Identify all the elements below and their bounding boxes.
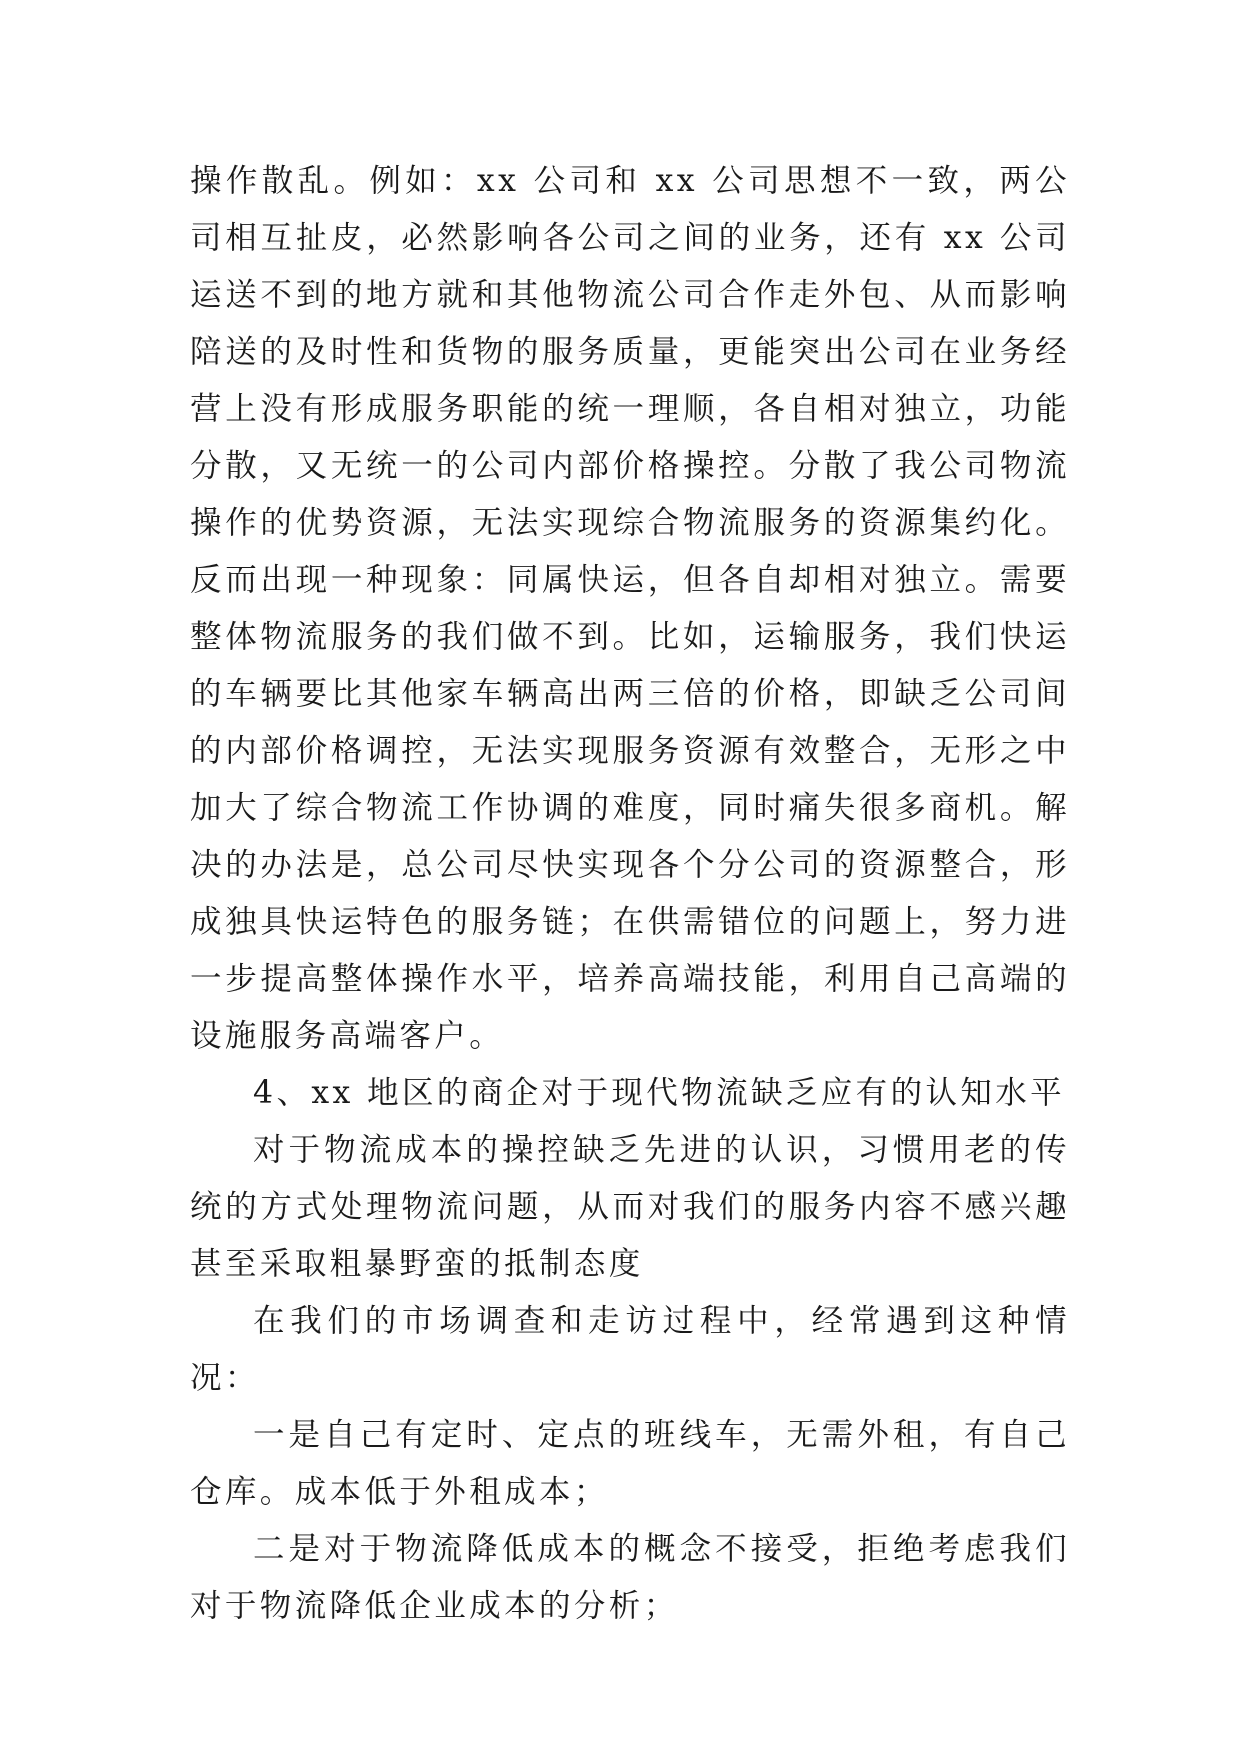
paragraph-continuation: 操作散乱。例如：xx 公司和 xx 公司思想不一致，两公司相互扯皮，必然影响各公司之间的业务，还有 xx 公司运送不到的地方就和其他物流公司合作走外包、从而影响陪送的及时性和货物的服务质量，更能突出公司在业务经营上没有形成服务职能的统一理顺，各自相对独立，功能分散，又无统一的公司内部价格操控。分散了我公司物流操作的优势资源，无法实现综合物流服务的资源集约化。反而出现一种现象：同属快运，但各自却相对独立。需要整体物流服务的我们做不到。比如，运输服务，我们快运的车辆要比其他家车辆高出两三倍的价格，即缺乏公司间的内部价格调控，无法实现服务资源有效整合，无形之中加大了综合物流工作协调的难度，同时痛失很多商机。解决的办法是，总公司尽快实现各个分公司的资源整合，形成独具快运特色的服务链；在供需错位的问题上，努力进一步提高整体操作水平，培养高端技能，利用自己高端的设施服务高端客户。 [190, 163, 1070, 1054]
paragraph: 一是自己有定时、定点的班线车，无需外租，有自己仓库。成本低于外租成本； [190, 1417, 1070, 1510]
paragraph: 二是对于物流降低成本的概念不接受，拒绝考虑我们对于物流降低企业成本的分析； [190, 1531, 1070, 1624]
section-heading: 4、xx 地区的商企对于现代物流缺乏应有的认知水平 [253, 1075, 1066, 1111]
paragraph: 在我们的市场调查和走访过程中，经常遇到这种情况： [190, 1303, 1070, 1396]
document-body [190, 153, 1070, 1635]
paragraph: 对于物流成本的操控缺乏先进的认识，习惯用老的传统的方式处理物流问题，从而对我们的服务内容不感兴趣甚至采取粗暴野蛮的抵制态度 [190, 1132, 1070, 1282]
